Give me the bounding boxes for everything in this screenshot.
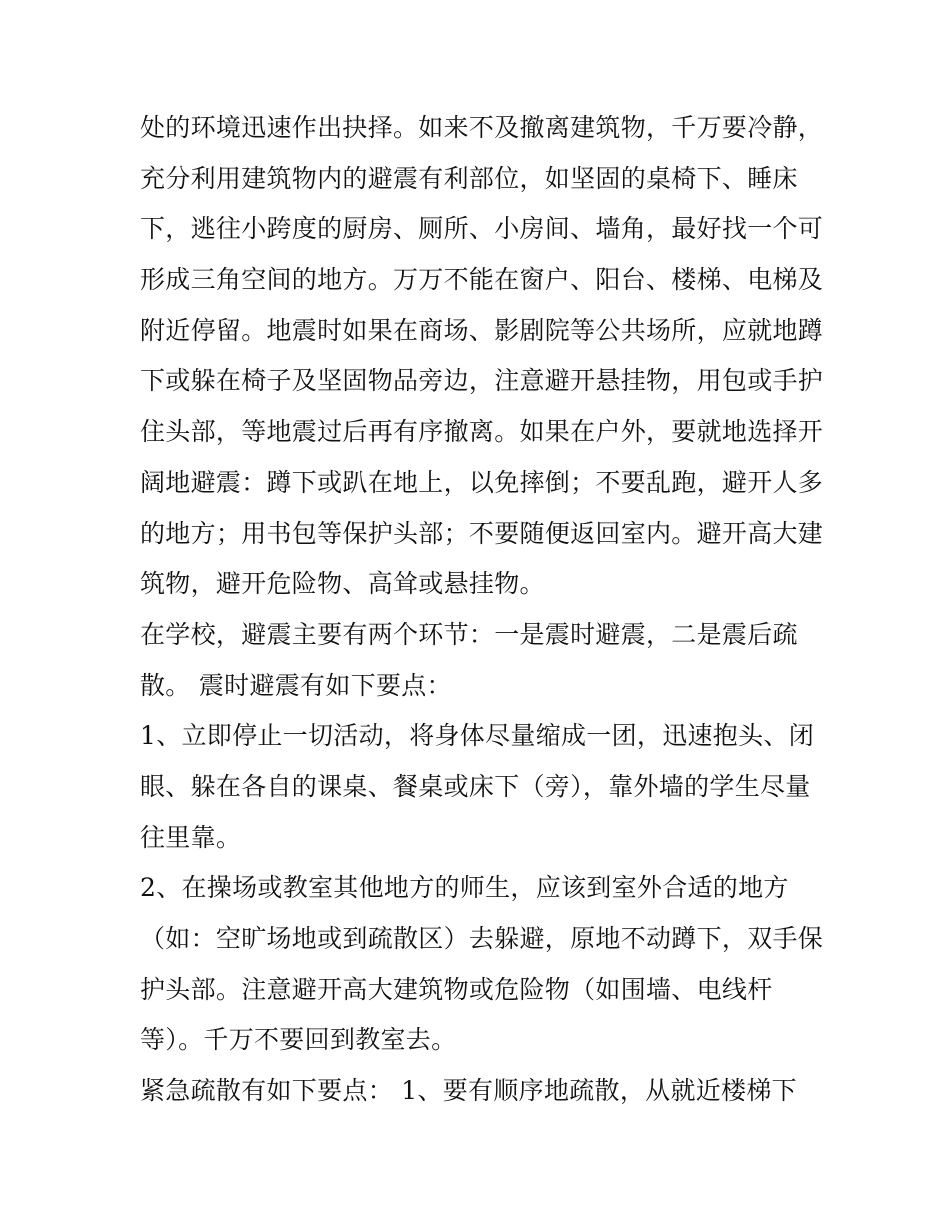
document-body xyxy=(140,103,840,1117)
text-line: 在学校，避震主要有两个环节：一是震时避震，二是震后疏 xyxy=(140,619,798,649)
text-line: 阔地避震：蹲下或趴在地上，以免摔倒；不要乱跑，避开人多 xyxy=(140,467,824,497)
text-line: 往里靠。 xyxy=(140,822,242,852)
text-line: 1、立即停止一切活动，将身体尽量缩成一团，迅速抱头、闭 xyxy=(140,721,815,751)
text-line: 筑物，避开危险物、高耸或悬挂物。 xyxy=(140,569,545,599)
text-line: （如：空旷场地或到疏散区）去躲避，原地不动蹲下，双手保 xyxy=(140,924,824,953)
text-line: 下，逃往小跨度的厨房、厕所、小房间、墙角，最好找一个可 xyxy=(140,214,824,244)
text-line: 眼、躲在各自的课桌、餐桌或床下（旁），靠外墙的学生尽量 xyxy=(140,771,811,801)
text-line: 等）。千万不要回到教室去。 xyxy=(140,1025,457,1055)
text-line: 散。 震时避震有如下要点： xyxy=(140,670,452,700)
text-line: 护头部。注意避开高大建筑物或危险物（如围墙、电线杆 xyxy=(140,974,773,1004)
text-line: 下或躲在椅子及坚固物品旁边，注意避开悬挂物，用包或手护 xyxy=(140,366,824,396)
text-line: 充分利用建筑物内的避震有利部位，如坚固的桌椅下、睡床 xyxy=(140,163,798,193)
text-line: 的地方；用书包等保护头部；不要随便返回室内。避开高大建 xyxy=(140,518,824,548)
text-line: 附近停留。地震时如果在商场、影剧院等公共场所，应就地蹲 xyxy=(140,315,824,345)
text-line: 处的环境迅速作出抉择。如来不及撤离建筑物，千万要冷静， xyxy=(140,113,824,142)
text-line: 形成三角空间的地方。万万不能在窗户、阳台、楼梯、电梯及 xyxy=(140,265,824,295)
text-line: 2、在操场或教室其他地方的师生，应该到室外合适的地方 xyxy=(140,873,789,903)
text-line: 紧急疏散有如下要点： 1、要有顺序地疏散，从就近楼梯下 xyxy=(140,1076,797,1106)
text-line: 住头部，等地震过后再有序撤离。如果在户外，要就地选择开 xyxy=(140,417,824,447)
